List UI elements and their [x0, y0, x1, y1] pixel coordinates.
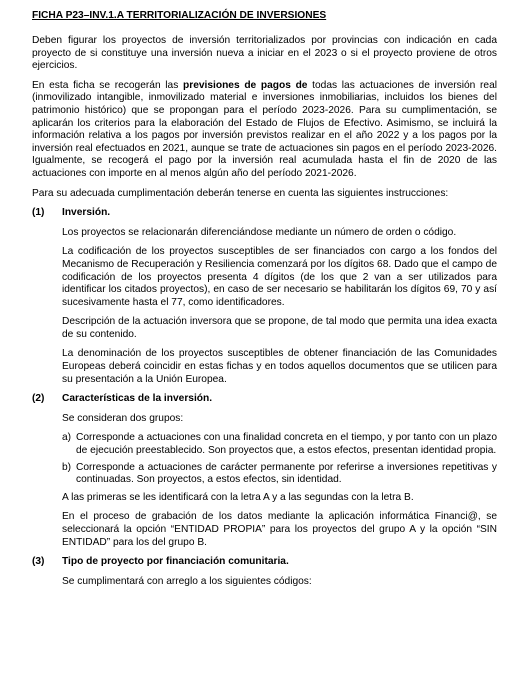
list-item	[62, 462, 497, 487]
section-1-paragraph: Descripción de la actuación inversora que se propone, de tal modo que permita una idea exacta de su contenido.	[62, 316, 497, 340]
group-list	[62, 432, 497, 486]
list-item-label: a)	[62, 432, 72, 444]
section-number: (2)	[32, 393, 45, 405]
intro-text-b: todas las actuaciones de inversión real (inmovilizado intangible, inmovilizado material e inversiones inmobiliarias, incluidos los bienes del patrimonio histórico) que se propongan para el período 2023-2026. Para su cumplimentación, se aplicarán los criterios para la elaboración del Estado de Flujos de Efectivo. Asimismo, se incluirá la información relativa a los pagos por inversión previstos realizar en el año 2022 y a los pagos por la inversión real efectuados en 2021, aunque se trate de actuaciones sin pagos en el período 2023-2026. Igualmente, se recogerá el pago por la inversión real acumulada hasta el fin de 2020 de las actuaciones con importe en al menos algún año del período 2021-2026.	[32, 79, 498, 179]
section-number: (1)	[32, 207, 45, 219]
section-heading-3	[32, 556, 497, 569]
section-1-paragraph: Los proyectos se relacionarán diferenciándose mediante un número de orden o código.	[62, 226, 457, 238]
section-heading-1	[32, 207, 497, 220]
intro-bold-text: previsiones de pagos de	[183, 79, 308, 91]
section-title: Tipo de proyecto por financiación comunitaria.	[62, 556, 289, 568]
section-number: (3)	[32, 556, 45, 568]
list-item-text: Corresponde a actuaciones de carácter permanente por referirse a inversiones repetitivas y continuadas. Son proyectos, a estos efectos, sin identidad.	[76, 461, 497, 486]
list-item	[62, 432, 497, 457]
intro-paragraph-3: Para su adecuada cumplimentación deberán tenerse en cuenta las siguientes instrucciones:	[32, 187, 449, 199]
intro-text-a: En esta ficha se recogerán las	[32, 79, 184, 91]
section-2-paragraph: A las primeras se les identificará con la letra A y a las segundas con la letra B.	[62, 491, 414, 503]
section-2-lead: Se consideran dos grupos:	[62, 412, 184, 424]
section-title: Inversión.	[62, 207, 111, 219]
list-item-label: b)	[62, 461, 72, 473]
list-item-text: Corresponde a actuaciones con una finalidad concreta en el tiempo, y por tanto con un plazo de ejecución preestablecido. Son proyectos que, a estos efectos, presentan identidad propia.	[76, 432, 497, 457]
section-title: Características de la inversión.	[62, 393, 213, 405]
section-1-paragraph: La codificación de los proyectos susceptibles de ser financiados con cargo a los fondos del Mecanismo de Recuperación y Resiliencia comenzará por los dígitos 68. Dado que el campo de codificación de los proyectos presenta 4 dígitos (de los que 2 van a ser utilizados para identificar los citados proyectos), en caso de ser necesario se habilitarán los dígitos 69, 70 y así sucesivamente hasta el 77, como identificadores.	[62, 246, 497, 308]
intro-paragraph-1: Deben figurar los proyectos de inversión territorializados por provincias con indicación en cada proyecto de si constituye una inversión nueva a iniciar en el 2023 o si el proyecto proviene de otros ejercicios.	[32, 35, 497, 72]
section-heading-2	[32, 393, 497, 406]
section-2-paragraph: En el proceso de grabación de los datos mediante la aplicación informática Financi@, se seleccionará la opción “ENTIDAD PROPIA” para los proyectos del grupo A y la opción “SIN ENTIDAD” para los del grupo B.	[62, 511, 497, 548]
page-title: FICHA P23–INV.1.A TERRITORIALIZACIÓN DE INVERSIONES	[32, 10, 327, 21]
section-3-paragraph: Se cumplimentará con arreglo a los siguientes códigos:	[62, 575, 312, 587]
intro-paragraph-2	[32, 80, 497, 181]
section-1-paragraph: La denominación de los proyectos susceptibles de obtener financiación de las Comunidades Europeas deberá coincidir en estas fichas y en todos aquellos documentos que se utilicen para su presentación a la Unión Europea.	[62, 348, 497, 385]
